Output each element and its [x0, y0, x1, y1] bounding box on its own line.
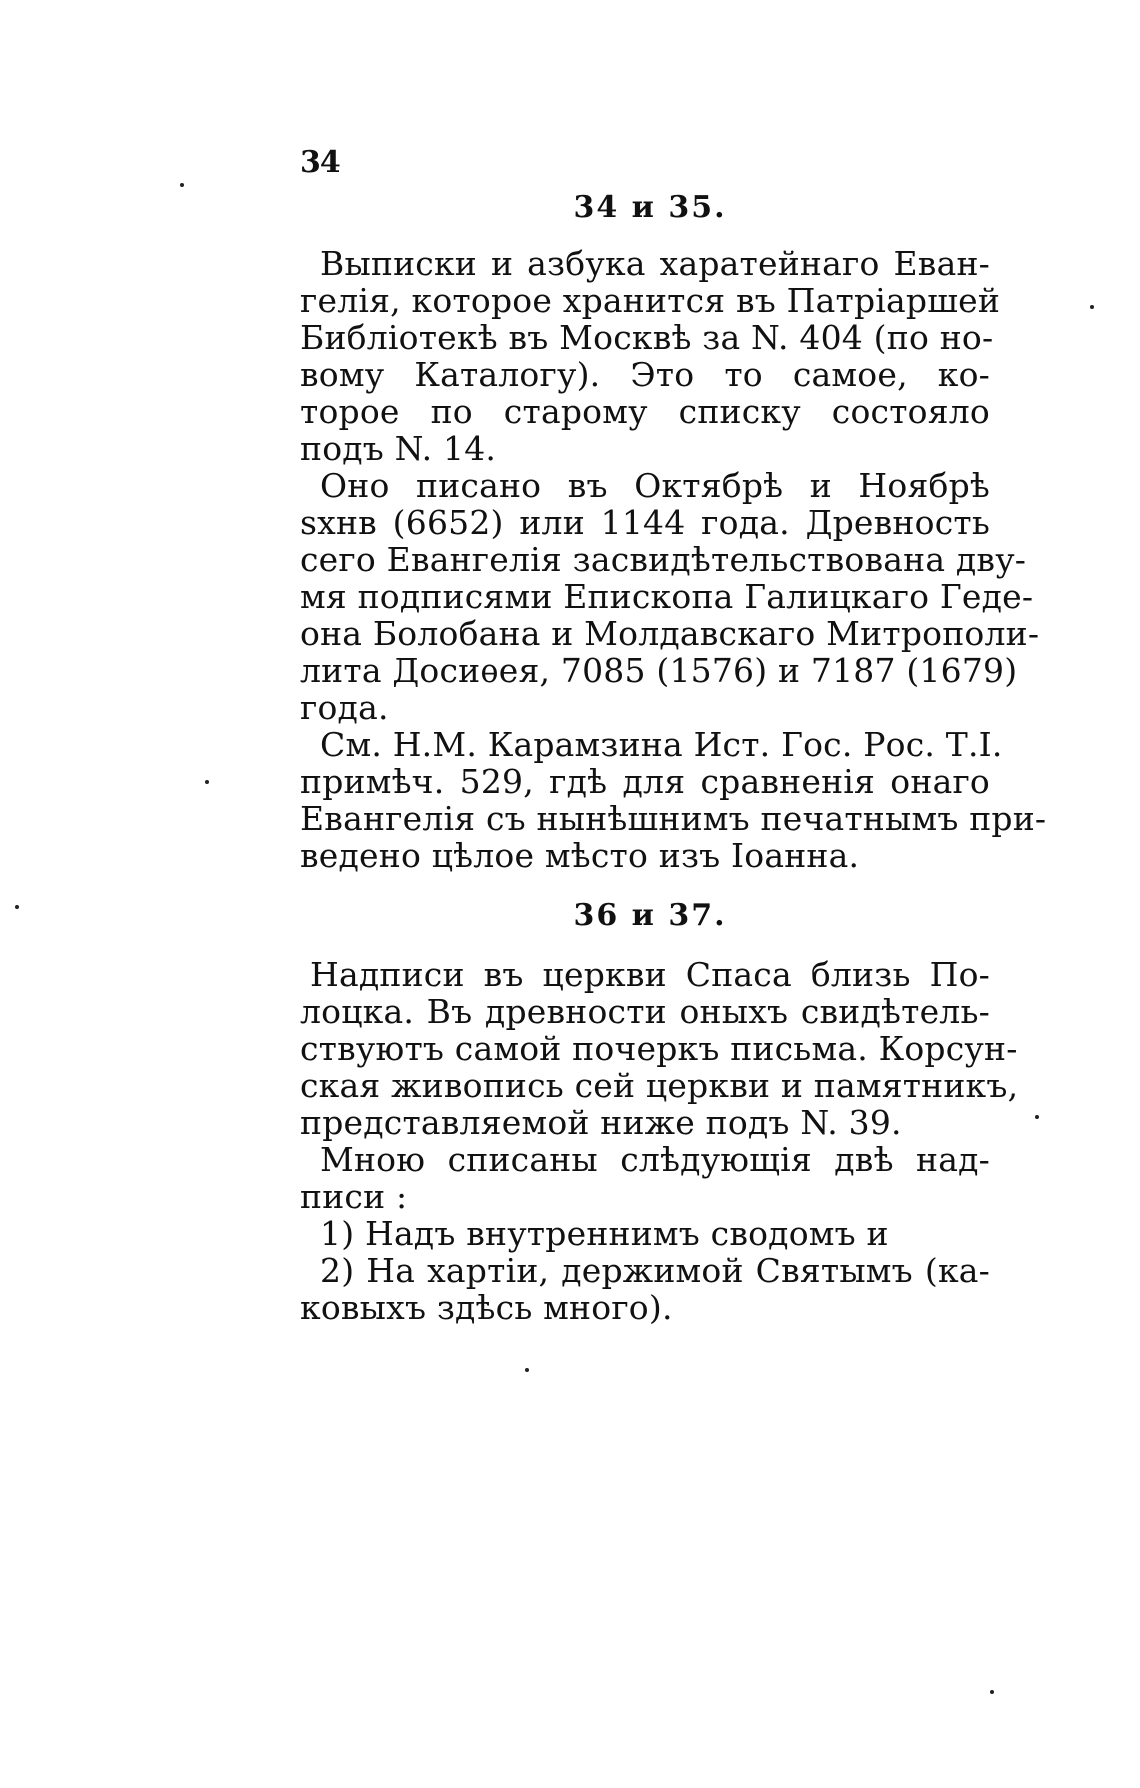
- text-line: Евангелія съ нынѣшнимъ печатнымъ при-: [300, 799, 1047, 838]
- list-item-1: 1) Надъ внутреннимъ сводомъ и: [320, 1214, 889, 1253]
- text-line: sхнв (6652) или 1144 года. Древность: [300, 503, 990, 542]
- scan-speck: [180, 183, 184, 187]
- section-heading-34-35: 34 и 35.: [573, 190, 727, 225]
- text-line: года.: [300, 688, 389, 727]
- scan-speck: [1035, 1115, 1039, 1119]
- text-line: ведено цѣлое мѣсто изъ Іоанна.: [300, 836, 860, 875]
- text-line: подъ N. 14.: [300, 429, 497, 468]
- list-item-2: 2) На хартіи, держимой Святымъ (ка-: [320, 1251, 990, 1290]
- text-line: сего Евангелія засвидѣтельствована дву-: [300, 540, 1027, 579]
- scan-speck: [15, 905, 19, 909]
- text-line: гелія, которое хранится въ Патріаршей: [300, 281, 1001, 320]
- text-line: Мною списаны слѣдующія двѣ над-: [320, 1140, 990, 1179]
- text-line: Выписки и азбука харатейнаго Еван-: [320, 244, 990, 283]
- text-line: примѣч. 529, гдѣ для сравненія онаго: [300, 762, 990, 801]
- scan-speck: [205, 780, 209, 784]
- scan-speck: [525, 1368, 529, 1372]
- text-line: ствуютъ самой почеркъ письма. Корсун-: [300, 1029, 1018, 1068]
- text-line: представляемой ниже подъ N. 39.: [300, 1103, 902, 1142]
- text-line: торое по старому списку состояло: [300, 392, 990, 431]
- page-number: 34: [300, 145, 340, 180]
- text-line: она Болобана и Молдавскаго Митрополи-: [300, 614, 1040, 653]
- text-line: Оно писано въ Октябрѣ и Ноябрѣ: [320, 466, 990, 505]
- scan-speck: [990, 1690, 994, 1694]
- text-line: ковыхъ здѣсь много).: [300, 1288, 673, 1327]
- text-line: мя подписями Епископа Галицкаго Геде-: [300, 577, 1034, 616]
- text-line: ская живопись сей церкви и памятникъ,: [300, 1066, 1019, 1105]
- text-line: лита Досиѳея, 7085 (1576) и 7187 (1679): [300, 651, 1018, 690]
- section-heading-36-37: 36 и 37.: [573, 898, 727, 933]
- text-line: вому Каталогу). Это то самое, ко-: [300, 355, 990, 394]
- text-line: лоцка. Въ древности оныхъ свидѣтель-: [300, 992, 990, 1031]
- text-line: писи :: [300, 1177, 408, 1216]
- text-line: Надписи въ церкви Спаса близь По-: [310, 955, 990, 994]
- text-line: См. Н.М. Карамзина Ист. Гос. Рос. Т.І.: [320, 725, 1003, 764]
- scan-speck: [1090, 305, 1094, 309]
- text-line: Библіотекѣ въ Москвѣ за N. 404 (по но-: [300, 318, 994, 357]
